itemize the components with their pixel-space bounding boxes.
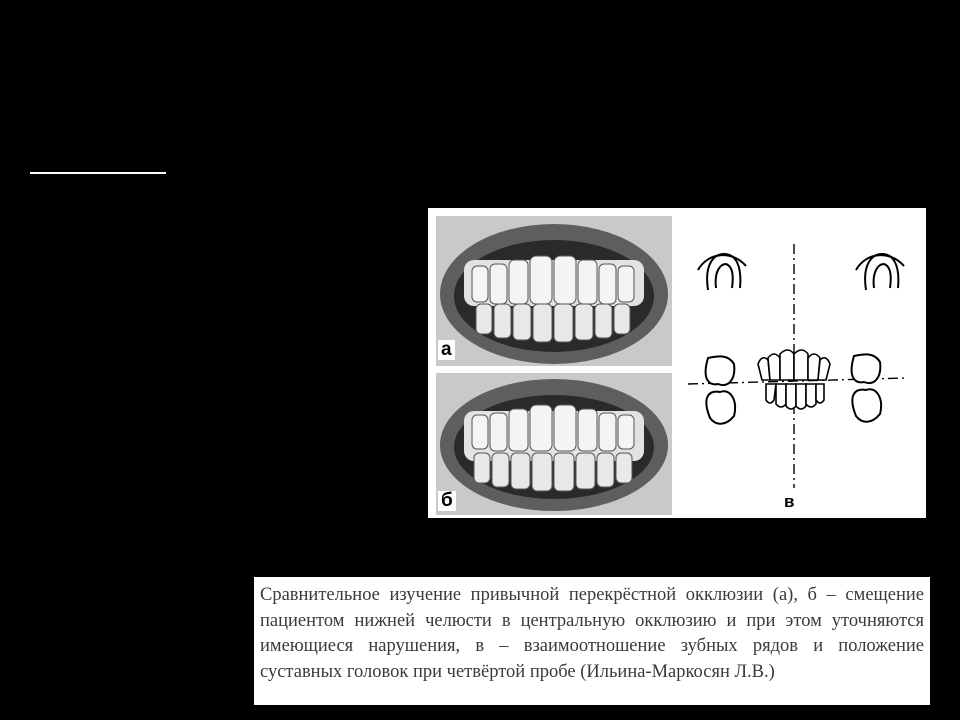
- photo-habitual-crossbite: [436, 216, 672, 366]
- panel-label-a: а: [438, 340, 455, 360]
- panel-label-b: б: [438, 491, 456, 511]
- photo-central-occlusion: [436, 373, 672, 515]
- figure-caption: [254, 577, 930, 705]
- title-underline: [30, 172, 166, 174]
- caption-text: Сравнительное изучение привычной перекрёстной окклюзии (а), б – смещение пациентом нижней челюсти в центральную окклюзию и при этом уточняются имеющиеся нарушения, в – взаимоотношение зубных рядов и положение суставных головок при четвёртой пробе (Ильина-Маркосян Л.В.): [260, 585, 924, 682]
- figure-panel: [428, 208, 926, 518]
- occlusion-diagram: [678, 208, 926, 518]
- panel-label-v: в: [784, 492, 795, 511]
